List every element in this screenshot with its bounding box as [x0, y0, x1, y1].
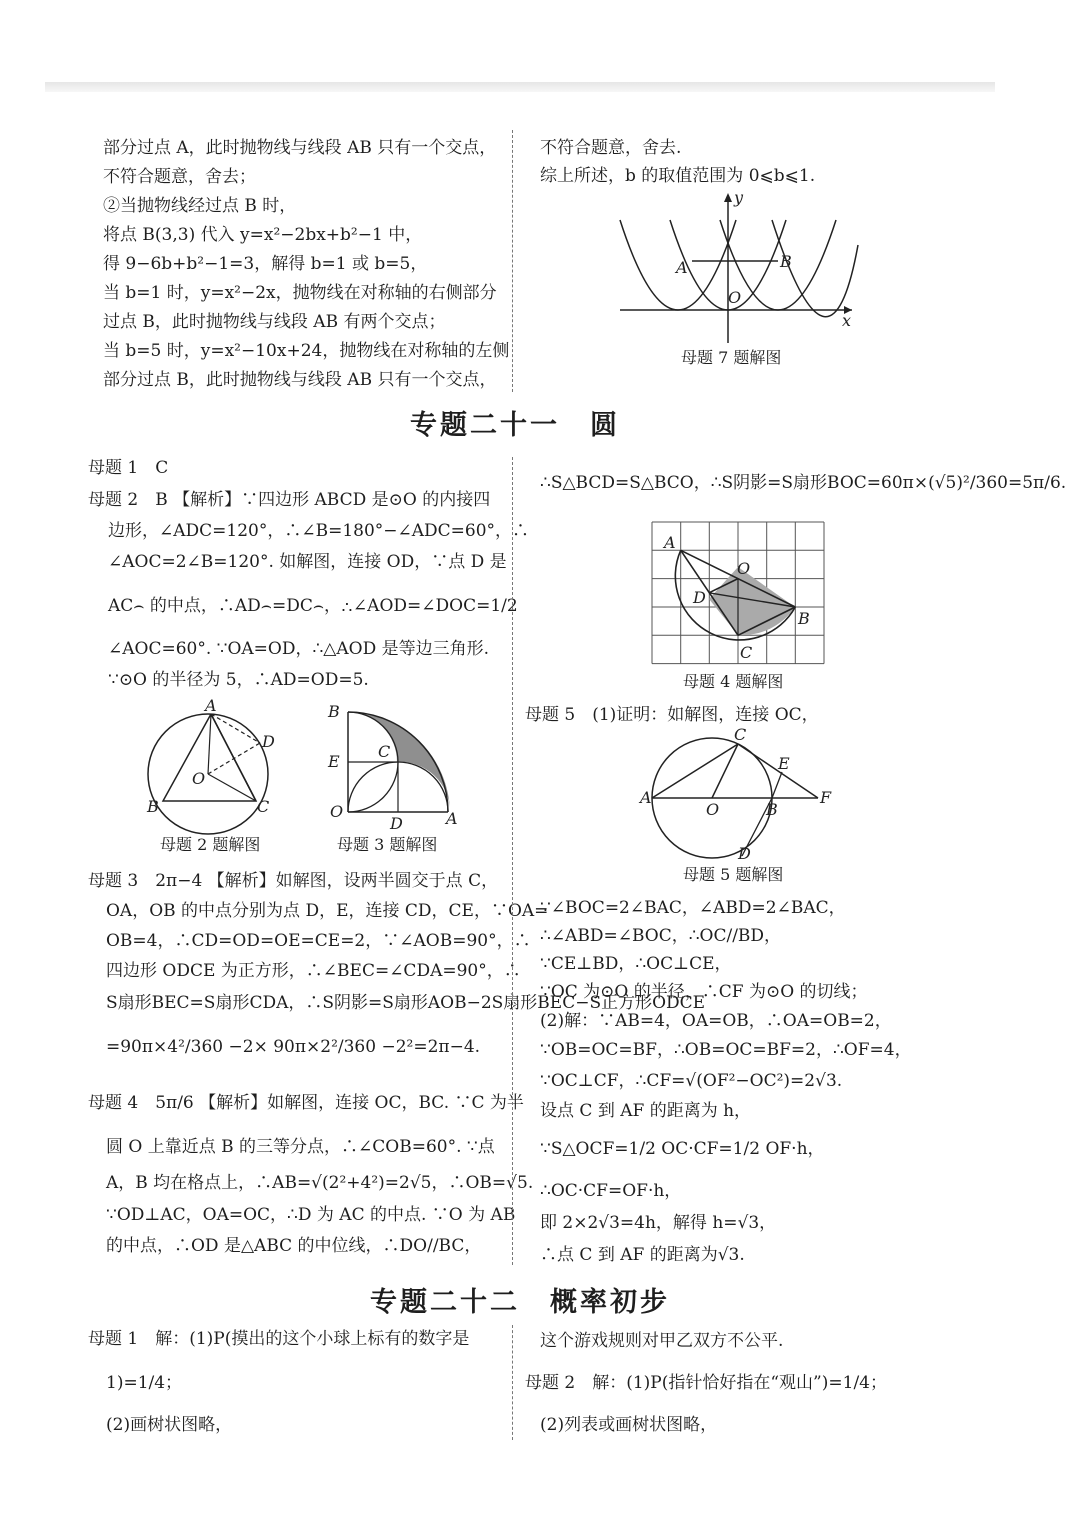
column-divider: [512, 1325, 513, 1440]
label-D: D: [693, 588, 706, 607]
text-line: 的中点，∴OD 是△ABC 的中位线，∴DO//BC，: [106, 1236, 482, 1256]
text-line: 部分过点 B，此时抛物线与线段 AB 只有一个交点，: [103, 370, 497, 390]
label-B: B: [798, 609, 810, 628]
text-line: ∠AOC=60°. ∵OA=OD，∴△AOD 是等边三角形.: [108, 639, 490, 659]
q7-parabola-figure: [610, 185, 870, 345]
text-line: 母题 1 C: [88, 458, 169, 478]
column-divider: [512, 457, 513, 1265]
text-line: ∠AOC=2∠B=120°. 如解图，连接 OD，∵点 D 是: [108, 552, 507, 572]
label-y: y: [734, 188, 744, 207]
text-line: ∴OC·CF=OF·h，: [540, 1181, 682, 1201]
text-line: ∵OD⊥AC，OA=OC，∴D 为 AC 的中点. ∵O 为 AB: [106, 1205, 516, 1225]
q4-grid-figure: [648, 518, 828, 668]
text-line: OA，OB 的中点分别为点 D，E，连接 CD，CE，∵OA=: [106, 901, 549, 921]
label-B: B: [766, 800, 778, 819]
text-line: ∴S△BCD=S△BCO，∴S阴影=S扇形BOC=60π×(√5)²/360=5π/6.: [540, 473, 1067, 493]
text-line: 四边形 ODCE 为正方形，∴∠BEC=∠CDA=90°，∴: [106, 961, 521, 981]
text-line: 边形，∠ADC=120°，∴∠B=180°−∠ADC=60°，∴: [108, 521, 530, 541]
label-C: C: [740, 643, 753, 662]
text-line: ∵OC⊥CF，∴CF=√(OF²−OC²)=2√3.: [540, 1071, 843, 1091]
caption-q7: 母题 7 题解图: [681, 348, 782, 367]
label-C: C: [734, 725, 747, 744]
text-line: 母题 2 B 【解析】∵四边形 ABCD 是⊙O 的内接四: [88, 490, 491, 510]
text-line: 综上所述，b 的取值范围为 0⩽b⩽1.: [540, 166, 816, 186]
q5-circle-figure: [638, 725, 838, 863]
text-line: 不符合题意，舍去.: [540, 138, 682, 158]
label-B: B: [328, 702, 340, 721]
text-line: (2)画树状图略，: [106, 1415, 233, 1435]
text-line: AC⌢ 的中点，∴AD⌢=DC⌢，∴∠AOD=∠DOC=1/2: [108, 596, 518, 616]
text-line: 过点 B，此时抛物线与线段 AB 有两个交点；: [103, 312, 446, 332]
text-line: 母题 4 5π/6 【解析】如解图，连接 OC，BC. ∵C 为半: [88, 1093, 524, 1113]
text-line: 不符合题意，舍去；: [103, 167, 256, 187]
text-line: =90π×4²/360 −2× 90π×2²/360 −2²=2π−4.: [106, 1037, 481, 1057]
text-line: A，B 均在格点上，∴AB=√(2²+4²)=2√5，∴OB=√5.: [106, 1173, 534, 1193]
section-title-21: 专题二十一 圆: [410, 410, 620, 441]
label-x: x: [842, 311, 852, 330]
text-line: ∵∠BOC=2∠BAC，∠ABD=2∠BAC，: [540, 898, 846, 918]
label-O: O: [192, 769, 206, 788]
text-line: 将点 B(3,3) 代入 y=x²−2bx+b²−1 中，: [103, 225, 423, 245]
q2-circle-figure: [145, 696, 285, 830]
label-A: A: [676, 258, 688, 277]
q3-quarter-circle-figure: [320, 700, 470, 833]
label-C: C: [378, 742, 391, 761]
caption-q3: 母题 3 题解图: [337, 835, 438, 854]
label-B: B: [147, 797, 159, 816]
text-line: 圆 O 上靠近点 B 的三等分点，∴∠COB=60°. ∵点: [106, 1137, 495, 1157]
text-line: 母题 5 (1)证明：如解图，连接 OC，: [525, 705, 819, 725]
label-O: O: [737, 559, 751, 578]
text-line: 即 2×2√3=4h，解得 h=√3，: [540, 1213, 777, 1233]
section-title-22: 专题二十二 概率初步: [370, 1287, 670, 1318]
label-A: A: [446, 809, 458, 828]
label-C: C: [257, 797, 270, 816]
label-A: A: [664, 533, 676, 552]
label-D: D: [738, 844, 751, 863]
text-line: 当 b=1 时，y=x²−2x，抛物线在对称轴的右侧部分: [103, 283, 497, 303]
text-line: (2)列表或画树状图略，: [540, 1415, 718, 1435]
text-line: ∵⊙O 的半径为 5，∴AD=OD=5.: [108, 670, 369, 690]
text-line: 这个游戏规则对甲乙双方不公平.: [540, 1331, 784, 1351]
label-D: D: [262, 732, 275, 751]
text-line: ∴∠ABD=∠BOC，∴OC//BD，: [540, 926, 782, 946]
text-line: 母题 3 2π−4 【解析】如解图，设两半圆交于点 C，: [88, 871, 499, 891]
label-D: D: [390, 814, 403, 833]
label-O: O: [706, 800, 720, 819]
text-line: S扇形BEC=S扇形CDA，∴S阴影=S扇形AOB−2S扇形BEC−S正方形ODCE: [106, 993, 706, 1013]
text-line: 母题 1 解：(1)P(摸出的这个小球上标有的数字是: [88, 1329, 470, 1349]
text-line: ∵CE⊥BD，∴OC⊥CE，: [540, 954, 732, 974]
text-line: ∵OC 为⊙O 的半径，∴CF 为⊙O 的切线；: [540, 982, 868, 1002]
page-top-edge: [45, 82, 995, 92]
caption-q5: 母题 5 题解图: [683, 865, 784, 884]
caption-q2: 母题 2 题解图: [160, 835, 261, 854]
label-A: A: [205, 696, 217, 715]
text-line: 当 b=5 时，y=x²−10x+24，抛物线在对称轴的左侧: [103, 341, 510, 361]
label-O: O: [728, 288, 742, 307]
text-line: 部分过点 A，此时抛物线与线段 AB 只有一个交点，: [103, 138, 497, 158]
text-line: ∴点 C 到 AF 的距离为√3.: [540, 1245, 745, 1265]
label-F: F: [820, 788, 832, 807]
text-line: 得 9−6b+b²−1=3，解得 b=1 或 b=5，: [103, 254, 428, 274]
text-line: ∵OB=OC=BF，∴OB=OC=BF=2，∴OF=4，: [540, 1040, 912, 1060]
text-line: (2)解：∵AB=4，OA=OB，∴OA=OB=2，: [540, 1011, 892, 1031]
label-B: B: [780, 252, 792, 271]
text-line: 设点 C 到 AF 的距离为 h，: [540, 1101, 752, 1121]
text-line: ∵S△OCF=1/2 OC·CF=1/2 OF·h，: [540, 1139, 825, 1159]
label-O: O: [330, 802, 344, 821]
text-line: OB=4，∴CD=OD=OE=CE=2，∵∠AOB=90°，∴: [106, 931, 531, 951]
text-line: ②当抛物线经过点 B 时，: [103, 196, 297, 216]
text-line: 母题 2 解：(1)P(指针恰好指在“观山”)=1/4；: [525, 1373, 887, 1393]
label-A: A: [640, 788, 652, 807]
label-E: E: [778, 754, 790, 773]
text-line: 1)=1/4；: [106, 1373, 183, 1393]
column-divider: [512, 130, 513, 392]
caption-q4: 母题 4 题解图: [683, 672, 784, 691]
label-E: E: [328, 752, 340, 771]
